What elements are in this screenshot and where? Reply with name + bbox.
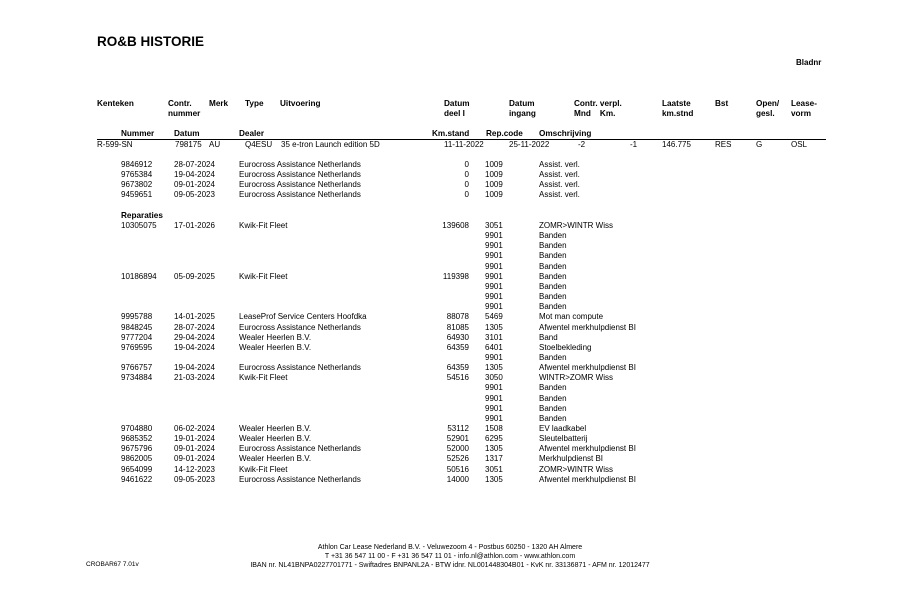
row-kmstand: 0 — [464, 190, 469, 200]
row-datum: 28-07-2024 — [174, 322, 215, 332]
row-repcode: 3051 — [485, 464, 503, 474]
header-kmstand: Km.stand — [432, 129, 470, 138]
row-repcode: 1305 — [485, 474, 503, 484]
row-dealer: Wealer Heerlen B.V. — [239, 424, 312, 433]
row-omschrijving: Banden — [539, 352, 567, 362]
header-lease-vorm: Lease- vorm — [791, 99, 817, 118]
row-nummer: 9675796 — [121, 444, 153, 454]
page-number-label: Bladnr — [796, 58, 822, 67]
header-repcode: Rep.code — [486, 129, 523, 138]
row-datum: 29-04-2024 — [174, 332, 215, 342]
row-omschrijving: Banden — [539, 292, 567, 302]
vehicle-laatste-kmstnd: 146.775 — [662, 140, 691, 149]
vehicle-mnd: -2 — [578, 140, 586, 149]
row-dealer: Wealer Heerlen B.V. — [239, 454, 312, 464]
row-dealer: Eurocross Assistance Netherlands — [239, 180, 361, 190]
row-omschrijving: Merkhulpdienst BI — [539, 454, 604, 464]
row-omschrijving: Stoelbekleding — [539, 342, 592, 352]
header-type: Type — [245, 99, 264, 108]
row-repcode: 9901 — [485, 403, 503, 413]
row-datum: 14-12-2023 — [174, 464, 215, 474]
vehicle-type: Q4ESU — [245, 140, 273, 149]
row-datum: 09-05-2023 — [174, 190, 215, 200]
row-kmstand: 54516 — [446, 373, 469, 383]
row-omschrijving: ZOMR>WINTR Wiss — [539, 464, 613, 474]
row-omschrijving: Afwentel merkhulpdienst BI — [539, 363, 636, 373]
row-dealer: Wealer Heerlen B.V. — [239, 434, 312, 444]
row-omschrijving: Sleutelbatterij — [539, 434, 588, 444]
row-omschrijving: Banden — [539, 231, 567, 241]
row-omschrijving: Banden — [539, 281, 567, 291]
row-omschrijving: Mot man compute — [539, 312, 604, 322]
row-nummer: 9459651 — [121, 190, 153, 200]
row-repcode: 9901 — [485, 261, 503, 271]
row-nummer: 9995788 — [121, 312, 153, 322]
row-dealer: Eurocross Assistance Netherlands — [239, 363, 361, 373]
header-datum-ingang: Datum ingang — [509, 99, 536, 118]
form-code: CROBAR67 7.01v — [86, 561, 139, 568]
row-omschrijving: Assist. verl. — [539, 180, 580, 190]
row-repcode: 1009 — [485, 190, 503, 200]
row-omschrijving: Assist. verl. — [539, 160, 580, 169]
row-omschrijving: Banden — [539, 241, 567, 251]
row-dealer: Eurocross Assistance Netherlands — [239, 444, 361, 454]
row-kmstand: 119398 — [442, 271, 469, 281]
row-dealer: Eurocross Assistance Netherlands — [239, 190, 361, 200]
row-kmstand: 88078 — [446, 312, 469, 322]
row-nummer: 10186894 — [121, 271, 157, 281]
row-nummer: 9777204 — [121, 332, 153, 342]
row-repcode: 6401 — [485, 342, 503, 352]
row-kmstand: 52901 — [446, 434, 469, 444]
header-bst: Bst — [715, 99, 729, 108]
row-omschrijving: WINTR>ZOMR Wiss — [539, 373, 613, 383]
vehicle-datum-ingang: 25-11-2022 — [509, 140, 550, 149]
footer-contact: T +31 36 547 11 00 - F +31 36 547 11 01 - info.nl@athlon.com - www.athlon.com — [324, 553, 576, 560]
row-repcode: 3101 — [485, 332, 503, 342]
row-nummer: 9769595 — [121, 342, 153, 352]
row-nummer: 9765384 — [121, 170, 153, 180]
vehicle-open-gesl: G — [756, 140, 763, 149]
row-datum: 19-04-2024 — [174, 342, 215, 352]
vehicle-merk: AU — [209, 140, 221, 149]
row-nummer: 9704880 — [121, 424, 153, 433]
row-omschrijving: Banden — [539, 261, 567, 271]
header-nummer: Nummer — [121, 129, 155, 138]
row-nummer: 9673802 — [121, 180, 153, 190]
row-datum: 06-02-2024 — [174, 424, 215, 433]
row-omschrijving: Afwentel merkhulpdienst BI — [539, 474, 636, 484]
footer-address: Athlon Car Lease Nederland B.V. - Veluwezoom 4 - Postbus 60250 - 1320 AH Almere — [317, 544, 583, 551]
row-datum: 19-04-2024 — [174, 170, 215, 180]
row-dealer: Wealer Heerlen B.V. — [239, 332, 312, 342]
row-kmstand: 14000 — [446, 474, 469, 484]
row-repcode: 1009 — [485, 180, 503, 190]
header-open-gesl: Open/ gesl. — [756, 99, 780, 118]
row-repcode: 5469 — [485, 312, 503, 322]
row-repcode: 9901 — [485, 413, 503, 423]
row-kmstand: 0 — [464, 180, 469, 190]
row-kmstand: 81085 — [446, 322, 469, 332]
row-omschrijving: Banden — [539, 271, 567, 281]
row-omschrijving: Banden — [539, 302, 567, 312]
header-contr-verpl: Contr. verpl. Mnd Km. — [574, 99, 622, 118]
row-nummer: 9734884 — [121, 373, 153, 383]
header-uitvoering: Uitvoering — [280, 99, 321, 108]
header-merk: Merk — [209, 99, 229, 108]
row-kmstand: 52000 — [446, 444, 469, 454]
vehicle-km: -1 — [630, 140, 638, 149]
row-datum: 21-03-2024 — [174, 373, 215, 383]
row-dealer: Eurocross Assistance Netherlands — [239, 170, 361, 180]
row-kmstand: 139608 — [442, 221, 469, 230]
row-dealer: Kwik-Fit Fleet — [239, 373, 288, 383]
row-repcode: 9901 — [485, 271, 503, 281]
row-nummer: 9685352 — [121, 434, 153, 444]
header-laatste-kmstnd: Laatste km.stnd — [662, 99, 694, 118]
row-datum: 19-01-2024 — [174, 434, 215, 444]
vehicle-uitvoering: 35 e-tron Launch edition 5D — [281, 140, 380, 149]
header-kenteken: Kenteken — [97, 99, 134, 108]
row-kmstand: 0 — [464, 170, 469, 180]
row-repcode: 1305 — [485, 322, 503, 332]
row-datum: 09-01-2024 — [174, 454, 215, 464]
row-repcode: 9901 — [485, 393, 503, 403]
row-repcode: 9901 — [485, 383, 503, 393]
row-kmstand: 64359 — [446, 342, 469, 352]
row-repcode: 1508 — [485, 424, 503, 433]
row-dealer: LeaseProf Service Centers Hoofdka — [239, 312, 367, 322]
row-datum: 17-01-2026 — [174, 221, 215, 230]
row-omschrijving: Assist. verl. — [539, 190, 580, 200]
row-omschrijving: Banden — [539, 251, 567, 261]
row-kmstand: 53112 — [447, 424, 469, 433]
header-datum-deel: Datum deel I — [444, 99, 470, 118]
row-dealer: Wealer Heerlen B.V. — [239, 342, 312, 352]
vehicle-datum-deel: 11-11-2022 — [444, 140, 484, 149]
row-dealer: Eurocross Assistance Netherlands — [239, 160, 361, 169]
row-nummer: 9862005 — [121, 454, 153, 464]
row-repcode: 3051 — [485, 221, 503, 230]
row-repcode: 9901 — [485, 251, 503, 261]
row-nummer: 9461622 — [121, 474, 153, 484]
row-repcode: 6295 — [485, 434, 503, 444]
row-omschrijving: Band — [539, 332, 558, 342]
row-repcode: 1317 — [485, 454, 503, 464]
row-nummer: 9766757 — [121, 363, 153, 373]
row-kmstand: 52526 — [446, 454, 469, 464]
row-omschrijving: Banden — [539, 393, 567, 403]
header-datum: Datum — [174, 129, 200, 138]
row-omschrijving: ZOMR>WINTR Wiss — [539, 221, 613, 230]
header-contr-nummer: Contr. nummer — [168, 99, 201, 118]
footer-registration: IBAN nr. NL41BNPA0227701771 - Swiftadres BNPANL2A - BTW idnr. NL001448304B01 - KvK nr. 33136871 - AFM nr. 12012477 — [250, 562, 650, 569]
row-datum: 28-07-2024 — [174, 160, 215, 169]
row-dealer: Eurocross Assistance Netherlands — [239, 474, 361, 484]
row-datum: 05-09-2025 — [174, 271, 215, 281]
vehicle-bst: RES — [715, 140, 732, 149]
row-datum: 09-05-2023 — [174, 474, 215, 484]
vehicle-kenteken: R-599-SN — [97, 140, 133, 149]
row-datum: 09-01-2024 — [174, 180, 215, 190]
row-repcode: 9901 — [485, 292, 503, 302]
row-repcode: 1009 — [485, 160, 503, 169]
row-omschrijving: EV laadkabel — [539, 424, 587, 433]
section-reparaties: Reparaties — [121, 211, 163, 220]
row-kmstand: 0 — [464, 160, 469, 169]
row-nummer: 9654099 — [121, 464, 153, 474]
row-dealer: Kwik-Fit Fleet — [239, 221, 288, 230]
row-kmstand: 50516 — [446, 464, 469, 474]
vehicle-lease-vorm: OSL — [791, 140, 808, 149]
row-kmstand: 64930 — [446, 332, 469, 342]
row-repcode: 1305 — [485, 444, 503, 454]
row-datum: 09-01-2024 — [174, 444, 215, 454]
header-dealer: Dealer — [239, 129, 265, 138]
page-title: RO&B HISTORIE — [97, 34, 205, 49]
row-omschrijving: Banden — [539, 403, 567, 413]
row-repcode: 1009 — [485, 170, 503, 180]
row-datum: 19-04-2024 — [174, 363, 215, 373]
row-dealer: Eurocross Assistance Netherlands — [239, 322, 361, 332]
row-omschrijving: Afwentel merkhulpdienst BI — [539, 322, 636, 332]
row-omschrijving: Banden — [539, 413, 567, 423]
vehicle-contract: 798175 — [175, 140, 202, 149]
row-repcode: 3050 — [485, 373, 503, 383]
row-nummer: 9846912 — [121, 160, 153, 169]
row-repcode: 1305 — [485, 363, 503, 373]
row-dealer: Kwik-Fit Fleet — [239, 271, 288, 281]
row-repcode: 9901 — [485, 352, 503, 362]
row-omschrijving: Assist. verl. — [539, 170, 580, 180]
row-repcode: 9901 — [485, 281, 503, 291]
row-repcode: 9901 — [485, 302, 503, 312]
row-kmstand: 64359 — [446, 363, 469, 373]
row-omschrijving: Afwentel merkhulpdienst BI — [539, 444, 636, 454]
row-repcode: 9901 — [485, 241, 503, 251]
header-omschrijving: Omschrijving — [539, 129, 592, 138]
row-nummer: 9848245 — [121, 322, 153, 332]
row-repcode: 9901 — [485, 231, 503, 241]
row-omschrijving: Banden — [539, 383, 567, 393]
row-datum: 14-01-2025 — [174, 312, 215, 322]
row-dealer: Kwik-Fit Fleet — [239, 464, 288, 474]
row-nummer: 10305075 — [121, 221, 157, 230]
